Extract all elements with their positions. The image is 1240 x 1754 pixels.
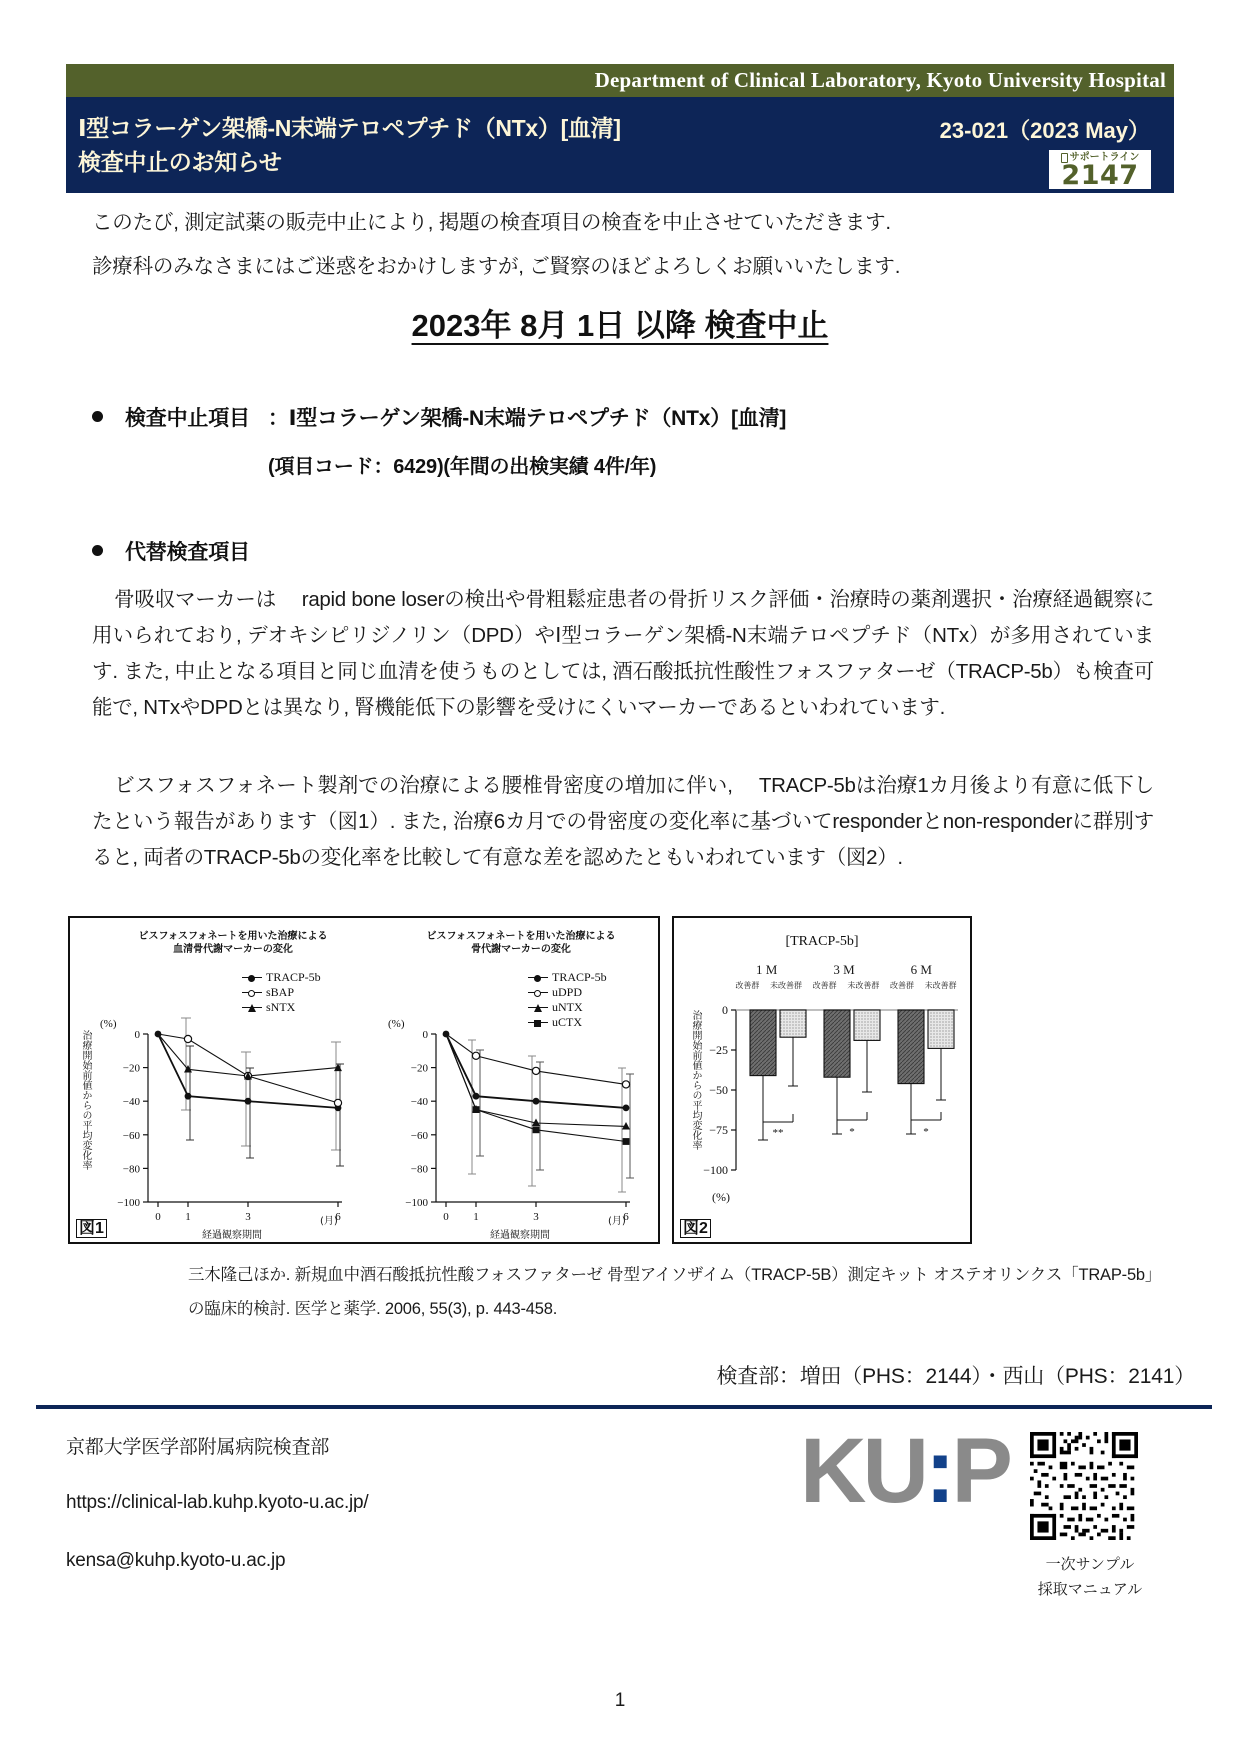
chart-a-xunit: (月)	[320, 1216, 338, 1227]
filled-circle-marker-icon	[528, 973, 548, 983]
open-circle-marker-icon	[242, 988, 262, 998]
chart-c-subgroup-labels	[728, 980, 960, 991]
figure-2-tag-text: 図2	[683, 1220, 708, 1237]
qr-caption-line1: 一次サンプル	[1045, 1556, 1135, 1573]
svg-text:−60: −60	[122, 1129, 140, 1142]
svg-text:1: 1	[185, 1211, 191, 1223]
alt-paragraph-2	[92, 768, 1154, 876]
chart-b-xlabel: 経過観察期間	[490, 1230, 550, 1241]
subgroup-label: 改善群	[812, 981, 837, 990]
stop-section-heading	[92, 402, 786, 432]
chart-b-yunit: (%)	[388, 1018, 405, 1030]
group-label: 3 M	[833, 962, 855, 977]
svg-text:−25: −25	[709, 1043, 728, 1057]
legend-label: uNTX	[552, 1000, 583, 1014]
group-label: 6 M	[910, 962, 932, 977]
chart-c-ylabel: 治療開始前値からの平均変化率	[690, 1010, 701, 1150]
alt-paragraph-1	[92, 582, 1154, 726]
svg-text:6: 6	[623, 1211, 629, 1223]
legend-label: sBAP	[266, 985, 295, 999]
chart-c-yunit: (%)	[712, 1190, 730, 1204]
support-line-number: 2147	[1061, 160, 1139, 191]
issue-number: 23-021（2023 May）	[939, 118, 1150, 143]
legend-label: TRACP-5b	[552, 970, 607, 984]
footer-url[interactable]: https://clinical-lab.kuhp.kyoto-u.ac.jp/	[66, 1492, 369, 1513]
notice-title-line2: 検査中止のお知らせ	[78, 149, 282, 175]
subgroup-label: 改善群	[889, 981, 914, 990]
chart-c-plot	[702, 994, 962, 1224]
chart-b-title-line1: ビスフォスフォネートを用いた治療による	[426, 931, 616, 942]
chart-b-plot	[390, 1006, 640, 1236]
header-navy-bar	[66, 97, 1174, 193]
chart-b-title	[406, 930, 636, 956]
legend-item	[242, 970, 321, 985]
subgroup-label: 未改善群	[924, 981, 957, 990]
support-line-box	[1048, 149, 1152, 190]
svg-text:1: 1	[473, 1211, 479, 1223]
svg-text:−100: −100	[405, 1197, 428, 1209]
kuhp-logo-colon: :	[924, 1420, 952, 1522]
svg-text:−20: −20	[410, 1062, 428, 1075]
kuhp-logo	[800, 1420, 1009, 1522]
intro-line-2: 診療科のみなさまにはご迷惑をおかけしますが, ご賢察のほどよろしくお願いいたします.	[92, 255, 901, 278]
svg-text:−40: −40	[410, 1096, 428, 1109]
qr-code-icon	[1030, 1432, 1138, 1540]
bullet-icon	[92, 545, 103, 556]
reference-citation: 三木隆己ほか. 新規血中酒石酸抵抗性酸フォスファターゼ 骨型アイソザイム（TRACP-5B）測定キット オステオリンクス「TRAP-5b」の臨床的検討. 医学と薬学. 2006, 55(3), p. 443-458.	[188, 1266, 1153, 1318]
legend-label: TRACP-5b	[266, 970, 321, 984]
notice-title-line1: Ⅰ型コラーゲン架橋-N末端テロペプチド（NTx）[血清]	[78, 115, 621, 141]
chart-a-xlabel: 経過観察期間	[202, 1230, 262, 1241]
alt-paragraph-1-text: 骨吸収マーカーは rapid bone loserの検出や骨粗鬆症患者の骨折リスク評価・治療時の薬剤選択・治療経過観察に用いられており, デオキシピリジノリン（DPD）やⅠ型コラーゲン架橋-N末端テロペプチド（NTx）が多用されています. また, 中止となる項目と同じ血清を使うものとしては, 酒石酸抵抗性酸性フォスファターゼ（TRACP-5b）も検査可能で, NTxやDPDとは異なり, 腎機能低下の影響を受けにくいマーカーであるといわれています.	[92, 588, 1154, 719]
filled-circle-marker-icon	[242, 973, 262, 983]
svg-text:*: *	[849, 1126, 855, 1138]
chart-a-plot	[102, 1006, 352, 1236]
svg-text:3: 3	[245, 1211, 251, 1223]
header-olive-bar	[66, 64, 1174, 97]
department-title: Department of Clinical Laboratory, Kyoto University Hospital	[594, 68, 1166, 92]
svg-text:3: 3	[533, 1211, 539, 1223]
svg-text:−60: −60	[410, 1129, 428, 1142]
svg-text:0: 0	[722, 1003, 728, 1017]
svg-text:−40: −40	[122, 1096, 140, 1109]
page-number: 1	[614, 1690, 626, 1711]
legend-label: uCTX	[552, 1015, 582, 1029]
svg-text:−50: −50	[709, 1083, 728, 1097]
kuhp-logo-ku: KU	[800, 1420, 925, 1522]
legend-item	[528, 985, 607, 1000]
figure-1-box	[68, 916, 660, 1244]
svg-text:−100: −100	[117, 1197, 140, 1209]
chart-a-title	[118, 930, 348, 956]
chart-a-title-line2: 血清骨代謝マーカーの変化	[173, 944, 293, 955]
svg-text:0: 0	[422, 1029, 428, 1041]
svg-text:−80: −80	[122, 1163, 140, 1176]
open-circle-marker-icon	[528, 988, 548, 998]
notice-title	[78, 111, 838, 179]
svg-text:0: 0	[134, 1029, 140, 1041]
subgroup-label: 未改善群	[770, 981, 802, 990]
footer-divider	[36, 1405, 1212, 1409]
chart-c-title: [TRACP-5b]	[785, 934, 859, 949]
subgroup-label: 改善群	[735, 981, 760, 990]
chart-c-group-labels	[728, 962, 960, 978]
stop-section-value: ：Ⅰ型コラーゲン架橋-N末端テロペプチド（NTx）[血清]	[267, 407, 787, 430]
effective-date-text: 2023年 8月 1日 以降 検査中止	[411, 308, 829, 343]
bullet-icon	[92, 411, 103, 422]
subgroup-label: 未改善群	[847, 981, 880, 990]
stop-section-label: 検査中止項目	[125, 407, 250, 430]
legend-label: sNTX	[266, 1000, 296, 1014]
support-line-label: サポートライン	[1069, 152, 1140, 163]
chart-b-title-line2: 骨代謝マーカーの変化	[471, 944, 571, 955]
alt-section-heading	[92, 536, 250, 566]
legend-label: uDPD	[552, 985, 583, 999]
chart-a-title-line1: ビスフォスフォネートを用いた治療による	[138, 931, 328, 942]
figure-2-box	[672, 916, 972, 1244]
phone-icon	[1061, 153, 1068, 163]
svg-text:−80: −80	[410, 1163, 428, 1176]
footer-email[interactable]: kensa@kuhp.kyoto-u.ac.jp	[66, 1550, 286, 1571]
svg-text:0: 0	[443, 1211, 449, 1223]
legend-item	[528, 970, 607, 985]
svg-text:**: **	[772, 1127, 784, 1139]
legend-item	[242, 985, 321, 1000]
svg-text:−75: −75	[709, 1123, 728, 1137]
svg-text:−20: −20	[122, 1062, 140, 1075]
chart-a-yunit: (%)	[100, 1018, 117, 1030]
kuhp-logo-p: P	[951, 1420, 1009, 1522]
effective-date-heading	[0, 300, 1240, 345]
qr-caption	[1010, 1552, 1170, 1602]
figure-1-tag-text: 図1	[79, 1220, 104, 1237]
intro-line-1: このたび, 測定試薬の販売中止により, 掲題の検査項目の検査を中止させていただきます.	[92, 211, 891, 234]
svg-text:6: 6	[335, 1211, 341, 1223]
footer-org: 京都大学医学部附属病院検査部	[66, 1437, 330, 1458]
alt-section-label: 代替検査項目	[125, 541, 250, 564]
chart-a-ylabel: 治療開始前値からの平均変化率	[80, 1030, 91, 1170]
contact-line: 検査部：増田（PHS：2144）・西山（PHS：2141）	[716, 1365, 1195, 1388]
chart-b-xunit: (月)	[608, 1216, 626, 1227]
qr-caption-line2: 採取マニュアル	[1037, 1581, 1143, 1598]
group-label: 1 M	[756, 962, 778, 977]
alt-paragraph-2-text: ビスフォスフォネート製剤での治療による腰椎骨密度の増加に伴い, TRACP-5bは治療1カ月後より有意に低下したという報告があります（図1）. また, 治療6カ月での骨密度の変化率に基づいてresponderとnon-responderに群別すると, 両者のTRACP-5bの変化率を比較して有意な差を認めたともいわれています（図2）.	[92, 774, 1154, 869]
stop-section-code: (項目コード：6429)(年間の出検実績 4件/年)	[268, 456, 657, 478]
svg-text:−100: −100	[703, 1163, 728, 1177]
svg-text:0: 0	[155, 1211, 161, 1223]
svg-text:*: *	[923, 1126, 929, 1138]
